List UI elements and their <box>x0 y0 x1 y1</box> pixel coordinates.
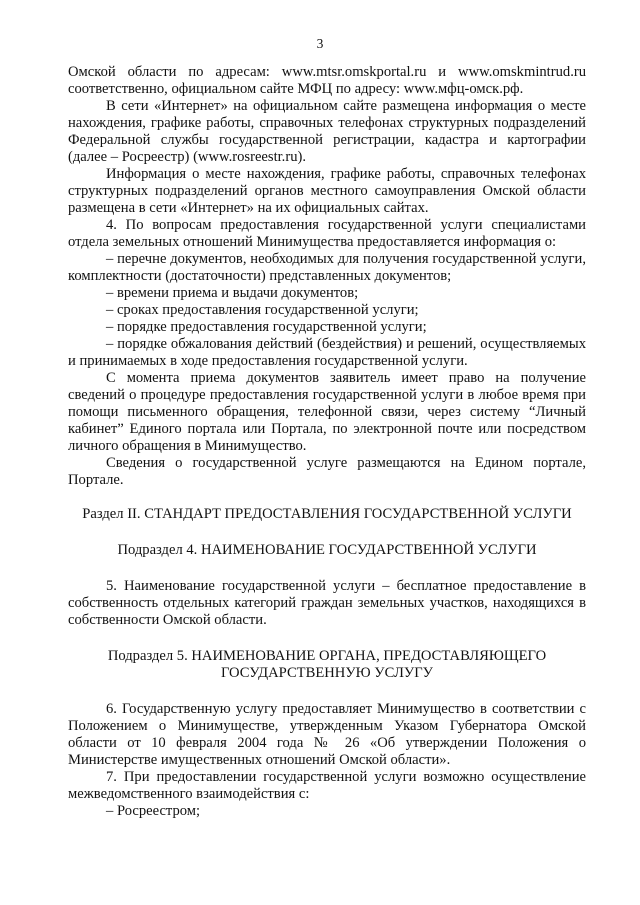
subsection-5-heading: Подраздел 5. НАИМЕНОВАНИЕ ОРГАНА, ПРЕДОСТАВЛЯЮЩЕГО ГОСУДАРСТВЕННУЮ УСЛУГУ <box>107 648 547 681</box>
list-item: – Росреестром; <box>106 803 201 819</box>
clause-7-paragraph: 7. При предоставлении государственной услуги возможно осуществление межведомственного взаимодействия с: <box>68 769 586 802</box>
contacts-paragraph: Омской области по адресам: www.mtsr.omskportal.ru и www.omskmintrud.ru соответственно, официальном сайте МФЦ по адресу: www.мфц-омск.рф. <box>68 64 586 97</box>
list-item: – порядке предоставления государственной услуги; <box>106 319 427 335</box>
list-item: – перечне документов, необходимых для получения государственной услуги, комплектности (достаточности) представленных документов; <box>68 251 586 284</box>
clause-4-paragraph: 4. По вопросам предоставления государственной услуги специалистами отдела земельных отношений Минимущества предоставляется информация о: <box>68 217 586 250</box>
page-number: 3 <box>316 36 324 51</box>
portal-info-paragraph: Сведения о государственной услуге размещаются на Едином портале, Портале. <box>68 455 586 488</box>
procedure-info-paragraph: С момента приема документов заявитель имеет право на получение сведений о процедуре предоставления государственной услуги в любое время при помощи письменного обращения, телефонной связи, через систему “Личный кабинет” Единого портала или Портала, по электронной почте или посредством личного обращения в Минимущество. <box>68 370 586 454</box>
list-item: – времени приема и выдачи документов; <box>106 285 359 301</box>
clause-6-paragraph: 6. Государственную услугу предоставляет Минимущество в соответствии с Положением о Минимуществе, утвержденным Указом Губернатора Омской области от 10 февраля 2004 года № 26 «Об утверждении Положения о Министерстве имущественных отношений Омской области». <box>68 701 586 768</box>
list-item: – сроках предоставления государственной услуги; <box>106 302 419 318</box>
local-gov-info-paragraph: Информация о месте нахождения, графике работы, справочных телефонах структурных подразделений органов местного самоуправления Омской области размещена в сети «Интернет» на их официальных сайтах. <box>68 166 586 216</box>
clause-5-paragraph: 5. Наименование государственной услуги – бесплатное предоставление в собственность отдельных категорий граждан земельных участков, находящихся в собственности Омской области. <box>68 578 586 628</box>
list-item: – порядке обжалования действий (бездействия) и решений, осуществляемых и принимаемых в ходе предоставления государственной услуги. <box>68 336 586 369</box>
subsection-4-heading: Подраздел 4. НАИМЕНОВАНИЕ ГОСУДАРСТВЕННОЙ УСЛУГИ <box>117 542 537 558</box>
document-body <box>68 64 586 820</box>
rosreestr-info-paragraph: В сети «Интернет» на официальном сайте размещена информация о месте нахождения, графике работы, справочных телефонах структурных подразделений Федеральной службы государственной регистрации, кадастра и картографии (далее – Росреестр) (www.rosreestr.ru). <box>68 98 586 165</box>
section-heading: Раздел II. СТАНДАРТ ПРЕДОСТАВЛЕНИЯ ГОСУДАРСТВЕННОЙ УСЛУГИ <box>82 506 572 522</box>
